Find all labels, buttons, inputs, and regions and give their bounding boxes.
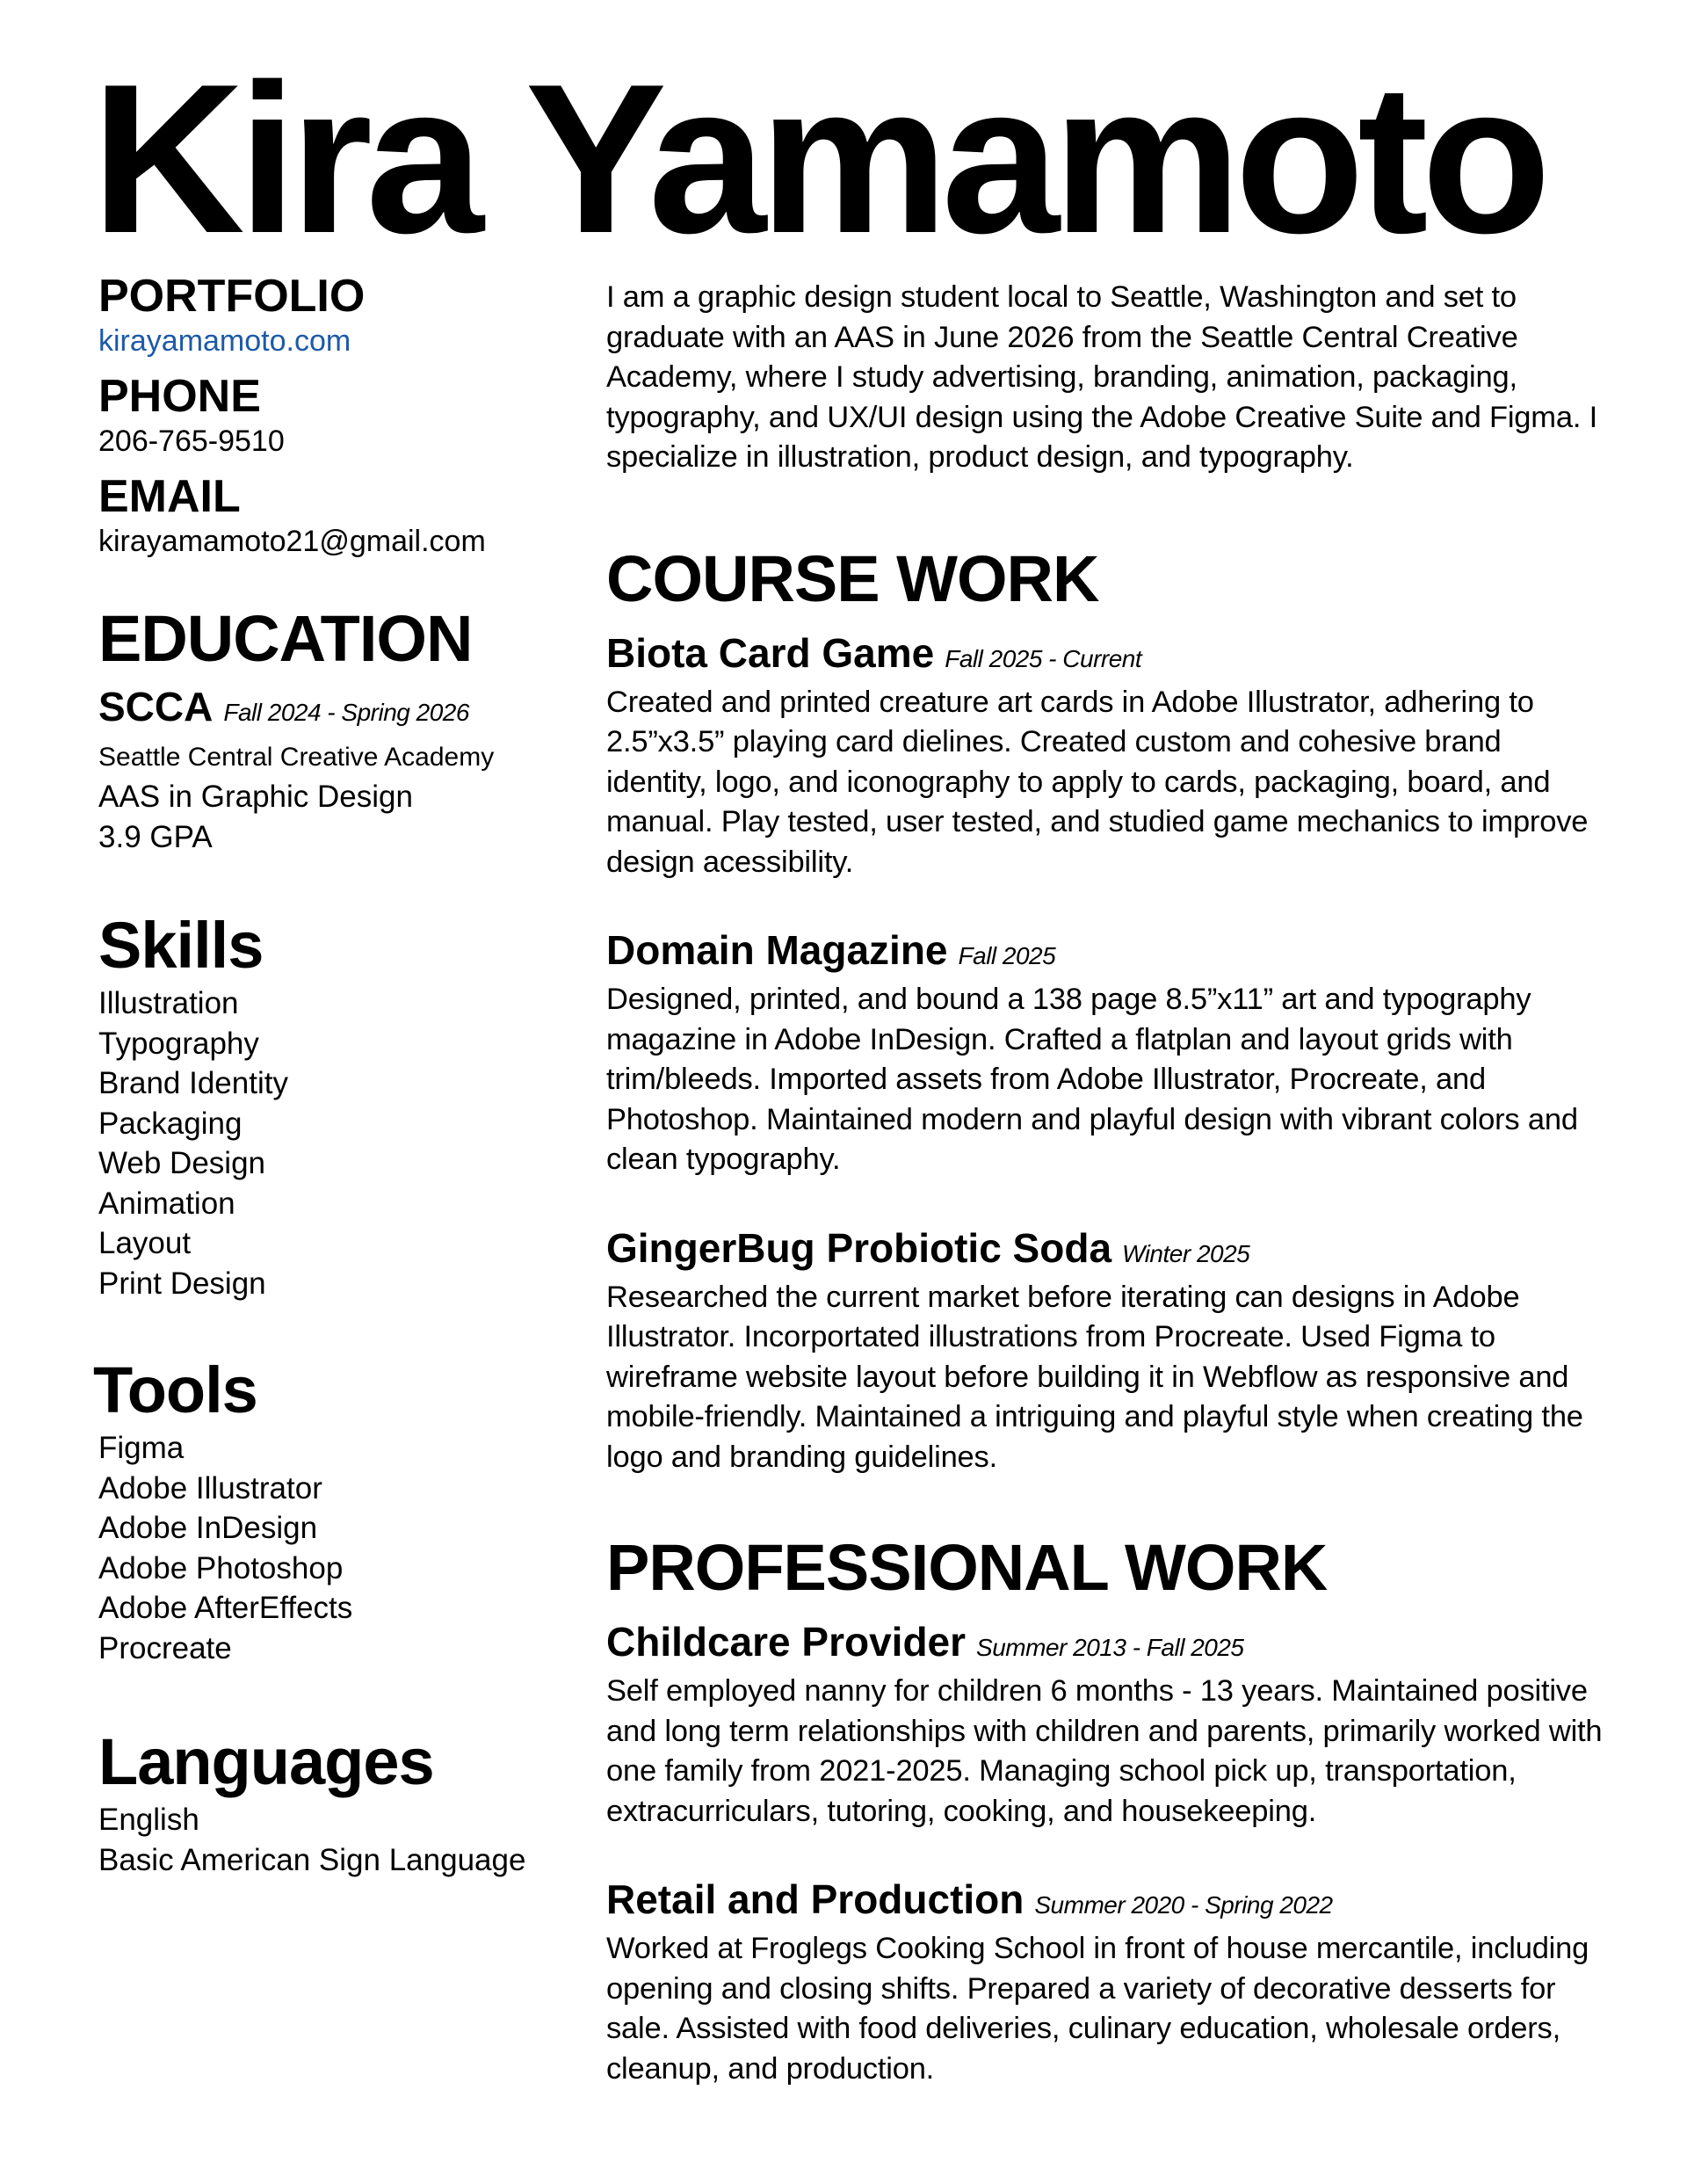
professional-work-section	[606, 1530, 1608, 2089]
tools-item: Adobe Illustrator	[98, 1470, 322, 1506]
left-column	[93, 271, 590, 1880]
entry-description: Designed, printed, and bound a 138 page 8.5”x11” art and typography magazine in Adobe InDesign. Crafted a flatplan and layout grids with trim/bleeds. Imported assets from Adobe Illustrator, Procreate, and Photoshop. Maintained modern and playful design with vibrant colors and clean typography.	[606, 983, 1578, 1176]
course-entry	[606, 926, 1608, 1180]
entry-title: Retail and Production	[606, 1876, 1025, 1922]
skills-item: Print Design	[98, 1266, 266, 1301]
course-work-section	[606, 541, 1608, 1478]
skills-item: Typography	[98, 1026, 259, 1061]
education-degree: AAS in Graphic Design	[98, 780, 413, 814]
entry-title-line	[606, 1876, 1608, 1929]
tools-item: Procreate	[98, 1630, 232, 1665]
entry-dates: Winter 2025	[1122, 1239, 1250, 1267]
email-value: kirayamamoto21@gmail.com	[98, 525, 486, 558]
languages-item: English	[98, 1803, 199, 1837]
education-heading: EDUCATION	[98, 602, 473, 675]
intro-paragraph: I am a graphic design student local to Seattle, Washington and set to graduate with an AAS in June 2026 from the Seattle Central Creative Academy, where I study advertising, branding, animation, packaging, typography, and UX/UI design using the Adobe Creative Suite and Figma. I specialize in illustration, product design, and typography.	[606, 280, 1597, 474]
email-label: EMAIL	[98, 471, 241, 522]
entry-dates: Fall 2025	[958, 942, 1056, 969]
entry-description: Worked at Froglegs Cooking School in front of house mercantile, including opening and closing shifts. Prepared a variety of decorative desserts for sale. Assisted with food deliveries, culinary education, wholesale orders, cleanup, and production.	[606, 1932, 1589, 2086]
skills-item: Web Design	[98, 1146, 266, 1180]
right-column	[606, 278, 1608, 2089]
entry-description: Created and printed creature art cards in Adobe Illustrator, adhering to 2.5”x3.5” playing card dielines. Created custom and cohesive brand identity, logo, and iconography to apply to cards, packaging, board, and manual. Play tested, user tested, and studied game mechanics to improve design acessibility.	[606, 685, 1589, 879]
professional-entry	[606, 1618, 1608, 1832]
languages-item: Basic American Sign Language	[98, 1842, 526, 1877]
course-entry	[606, 629, 1608, 883]
education-section	[98, 601, 590, 857]
entry-dates: Fall 2025 - Current	[945, 644, 1142, 672]
entry-dates: Summer 2020 - Spring 2022	[1034, 1891, 1333, 1919]
skills-item: Layout	[98, 1226, 192, 1260]
entry-title-line	[606, 629, 1608, 683]
entry-description: Researched the current market before iterating can designs in Adobe Illustrator. Incorportated illustrations from Procreate. Used Figma to wireframe website layout before building it in Webflow as responsive and mobile-friendly. Maintained a intriguing and playful style when creating the logo and branding guidelines.	[606, 1280, 1583, 1474]
education-gpa: 3.9 GPA	[98, 819, 213, 854]
entry-title: Biota Card Game	[606, 629, 935, 676]
languages-section	[98, 1724, 590, 1880]
tools-item: Figma	[98, 1431, 185, 1465]
professional-entry	[606, 1876, 1608, 2089]
education-school-line	[98, 684, 590, 740]
entry-title: GingerBug Probiotic Soda	[606, 1224, 1112, 1271]
skills-item: Brand Identity	[98, 1066, 288, 1100]
portfolio-label: PORTFOLIO	[98, 271, 366, 322]
skills-item: Animation	[98, 1186, 235, 1221]
professional-work-heading: PROFESSIONAL WORK	[606, 1531, 1328, 1604]
tools-item: Adobe Photoshop	[98, 1550, 344, 1585]
portfolio-link[interactable]: kirayamamoto.com	[98, 324, 351, 358]
skills-heading: Skills	[98, 909, 264, 982]
tools-item: Adobe AfterEffects	[98, 1591, 353, 1625]
entry-description: Self employed nanny for children 6 months - 13 years. Maintained positive and long term relationships with children and parents, primarily worked with one family from 2021-2025. Managing school pick up, transportation, extracurriculars, tutoring, cooking, and housekeeping.	[606, 1674, 1603, 1828]
entry-title: Childcare Provider	[606, 1619, 967, 1665]
entry-dates: Summer 2013 - Fall 2025	[976, 1634, 1244, 1661]
course-work-heading: COURSE WORK	[606, 541, 1099, 615]
education-school-full: Seattle Central Creative Academy	[98, 743, 495, 772]
phone-label: PHONE	[98, 371, 261, 422]
skills-section	[98, 908, 590, 1303]
contact-section	[98, 271, 590, 561]
tools-item: Adobe InDesign	[98, 1511, 318, 1545]
resume-name: Kira Yamamoto	[91, 40, 1545, 278]
entry-title: Domain Magazine	[606, 927, 948, 973]
languages-heading: Languages	[98, 1725, 434, 1798]
education-dates: Fall 2024 - Spring 2026	[223, 699, 469, 726]
phone-value: 206-765-9510	[98, 424, 285, 458]
tools-heading: Tools	[93, 1353, 257, 1426]
tools-section	[93, 1353, 590, 1668]
entry-title-line	[606, 1618, 1608, 1672]
entry-title-line	[606, 1224, 1608, 1278]
skills-item: Illustration	[98, 986, 239, 1020]
course-entry	[606, 1224, 1608, 1478]
entry-title-line	[606, 926, 1608, 980]
skills-item: Packaging	[98, 1106, 243, 1141]
education-school: SCCA	[98, 684, 214, 729]
